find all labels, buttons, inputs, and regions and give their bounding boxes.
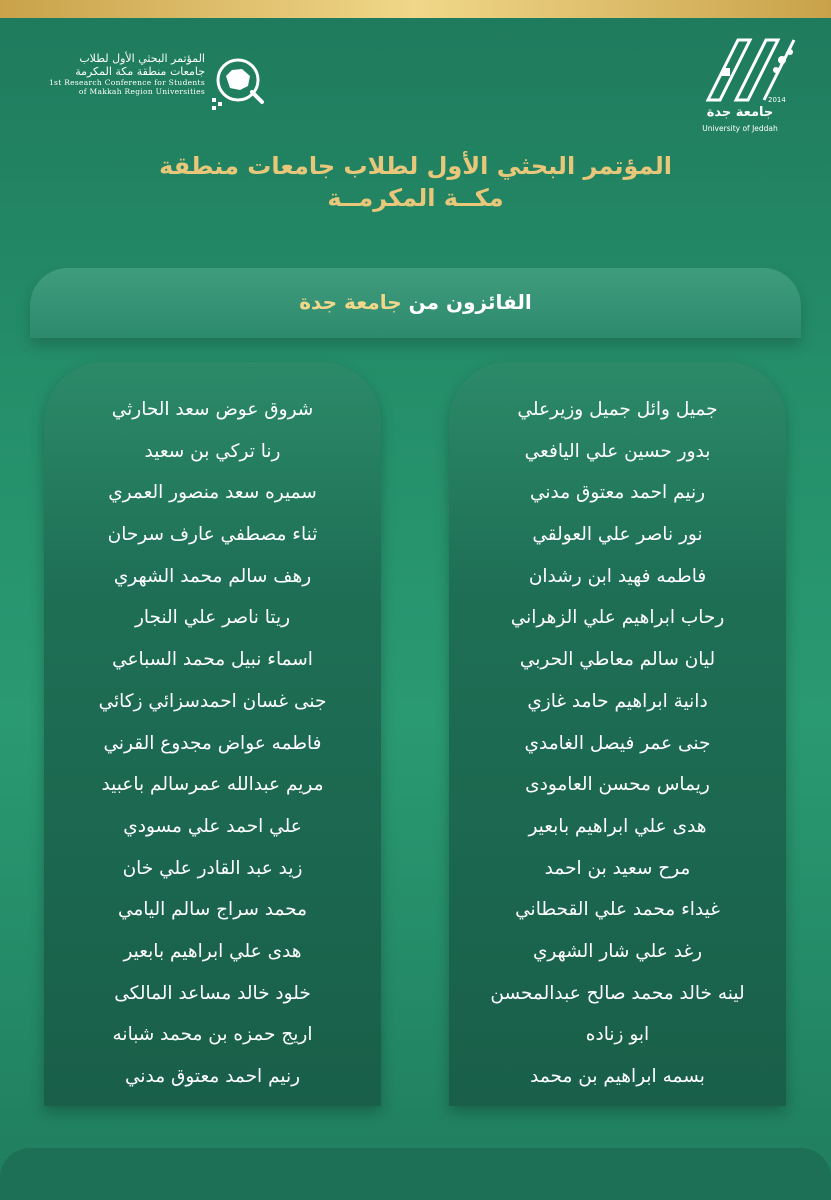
winner-name: هدى علي ابراهيم بابعير: [123, 940, 302, 962]
bottom-band: [0, 1148, 831, 1200]
winners-column-right: [449, 362, 786, 1106]
winner-name: ثناء مصطفي عارف سرحان: [107, 524, 318, 546]
winner-name: فاطمه عواض مجدوع القرني: [103, 732, 322, 754]
magnifier-map-icon: [208, 52, 268, 112]
conference-logo: [40, 48, 275, 118]
winner-name: رنيم احمد معتوق مدني: [124, 1066, 301, 1087]
winner-name: رغد علي شار الشهري: [532, 940, 703, 962]
winner-name: رنيم احمد معتوق مدني: [529, 482, 706, 504]
winner-name: زيد عبد القادر علي خان: [122, 857, 303, 879]
banner-prefix: الفائزون من: [408, 290, 532, 314]
winner-name: هدى علي ابراهيم بابعير: [528, 815, 707, 837]
university-name-english: University of Jeddah: [702, 124, 778, 133]
winner-name: سميره سعد منصور العمري: [108, 482, 317, 504]
winner-name: خلود خالد مساعد المالكى: [114, 982, 311, 1004]
winner-name: اريج حمزه بن محمد شبانه: [112, 1024, 313, 1046]
winner-name: جنى غسان احمدسزائي زكائي: [98, 690, 327, 712]
university-emblem-icon: [698, 30, 802, 104]
winner-name: شروق عوض سعد الحارثي: [111, 399, 314, 420]
winner-name: اسماء نبيل محمد السباعي: [112, 649, 313, 671]
winner-name: مرح سعيد بن احمد: [544, 857, 691, 879]
winner-name: لينه خالد محمد صالح عبدالمحسن: [490, 982, 745, 1004]
winner-name: نور ناصر علي العولقي: [532, 524, 703, 546]
winner-name: جنى عمر فيصل الغامدي: [524, 732, 711, 754]
conference-name-arabic-line1: المؤتمر البحثي الأول لطلاب: [79, 52, 205, 65]
winner-name: رنا تركي بن سعيد: [144, 440, 281, 462]
winner-name: فاطمه فهيد ابن رشدان: [528, 565, 707, 587]
winners-banner: [30, 268, 801, 338]
winner-name: رهف سالم محمد الشهري: [113, 565, 312, 587]
conference-title-line2: مكــة المكرمــة: [327, 184, 504, 212]
winner-name: ريتا ناصر علي النجار: [134, 607, 291, 629]
winners-banner-title: [30, 290, 801, 314]
winner-name: بسمه ابراهيم بن محمد: [530, 1066, 705, 1087]
winner-name: ابو زناده: [585, 1024, 650, 1046]
winner-name: علي احمد علي مسودي: [123, 815, 302, 837]
winner-name: رحاب ابراهيم علي الزهراني: [510, 607, 725, 629]
winner-name: محمد سراج سالم اليامي: [117, 899, 308, 921]
svg-text:2014: 2014: [768, 96, 786, 104]
winner-name: بدور حسين علي اليافعي: [524, 440, 711, 462]
winner-name: ريماس محسن العامودى: [525, 774, 710, 796]
winner-name: دانية ابراهيم حامد غازي: [527, 690, 708, 712]
winner-name: غيداء محمد علي القحطاني: [515, 899, 720, 921]
conference-title: [110, 150, 721, 214]
conference-title-line1: المؤتمر البحثي الأول لطلاب جامعات منطقة: [159, 152, 672, 180]
conference-name-english-line2: of Makkah Region Universities: [78, 87, 205, 96]
university-name-arabic: جامعة جدة: [706, 105, 774, 120]
winner-name: جميل وائل جميل وزيرعلي: [517, 399, 718, 420]
winner-name: مريم عبدالله عمرسالم باعبيد: [101, 774, 324, 796]
conference-name-english-line1: 1st Research Conference for Students: [48, 78, 205, 87]
university-logo: [690, 30, 810, 140]
banner-university: جامعة جدة: [299, 290, 402, 314]
conference-name-arabic-line2: جامعات منطقة مكة المكرمة: [75, 65, 205, 78]
winners-column-left: [44, 362, 381, 1106]
winner-name: ليان سالم معاطي الحربي: [519, 649, 716, 671]
top-gold-bar: [0, 0, 831, 18]
